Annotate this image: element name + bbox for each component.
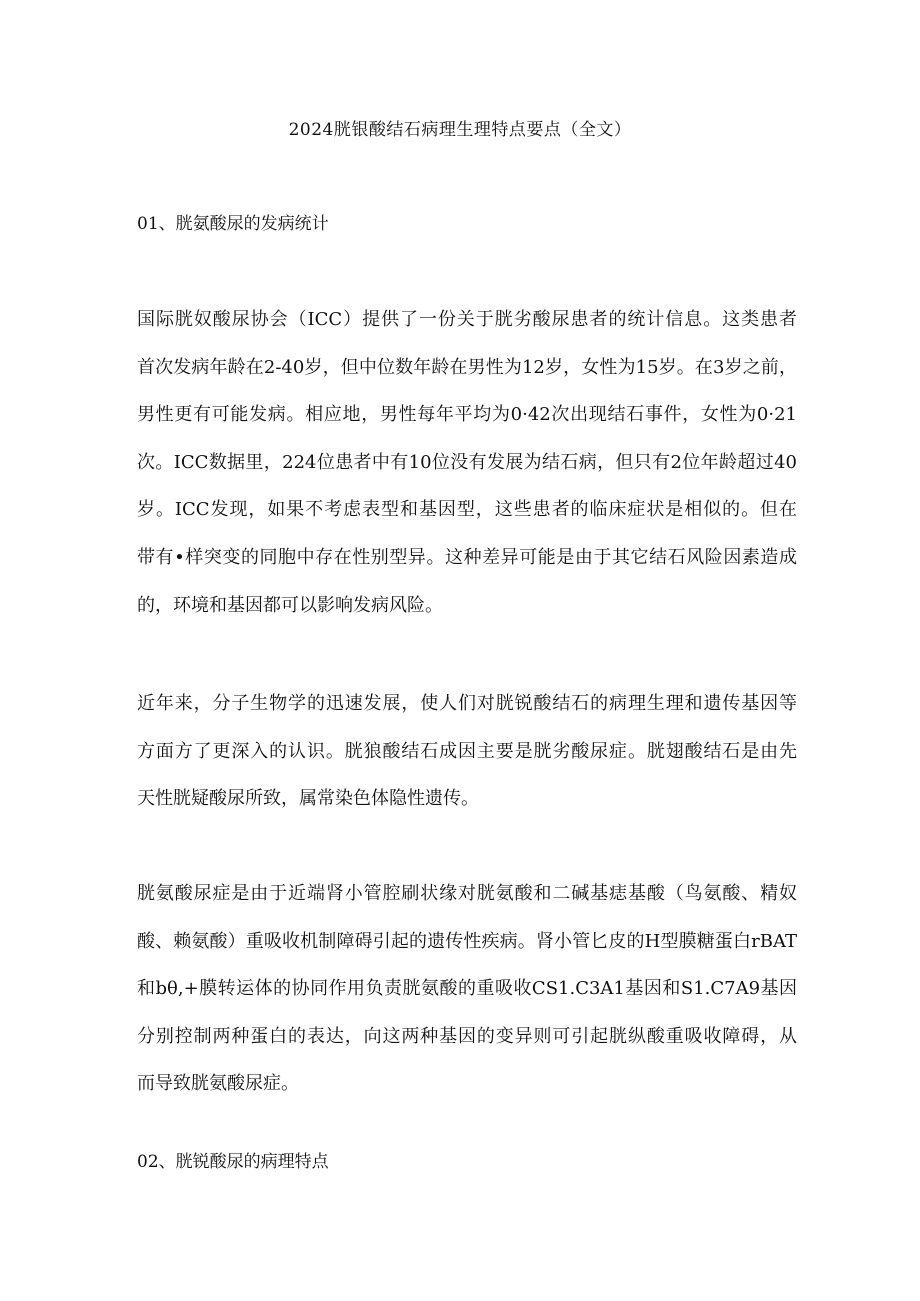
- paragraph-line: 而导致胱氨酸尿症。: [137, 1073, 299, 1095]
- paragraph-line: 近年来，分子生物学的迅速发展，使人们对胱锐酸结石的病理生理和遗传基因等: [137, 693, 797, 714]
- paragraph-cystinuria-mechanism: [137, 870, 797, 1108]
- paragraph-line: 胱氨酸尿症是由于近端肾小管腔刷状缘对胱氨酸和二碱基痣基酸（鸟氨酸、精奴: [137, 883, 797, 904]
- paragraph-line: 带有•样突变的同胞中存在性别型异。这种差异可能是由于其它结石风险因素造成: [137, 546, 797, 568]
- paragraph-line: 首次发病年龄在2-40岁，但中位数年龄在男性为12岁，女性为15岁。在3岁之前，: [137, 356, 797, 378]
- paragraph-line: 男性更有可能发病。相应地，男性每年平均为0·42次出现结石事件，女性为0·21: [137, 404, 797, 426]
- section-heading-01: 01、胱氨酸尿的发病统计: [137, 214, 329, 234]
- paragraph-molecular-biology: [137, 680, 797, 823]
- paragraph-line: 酸、赖氨酸）重吸收机制障碍引起的遗传性疾病。肾小管匕皮的H型膜糖蛋白rBAT: [137, 930, 797, 952]
- paragraph-line: 岁。ICC发现，如果不考虑表型和基因型，这些患者的临床症状是相似的。但在: [137, 499, 797, 521]
- section-heading-02: 02、胱锐酸尿的病理特点: [137, 1152, 329, 1172]
- paragraph-line: 和bθ,+膜转运体的协同作用负责胱氨酸的重吸收CS1.C3A1基因和S1.C7A9基因: [137, 978, 797, 1000]
- paragraph-line: 天性胱疑酸尿所致，属常染色体隐性遗传。: [137, 788, 479, 810]
- paragraph-line: 次。ICC数据里，224位患者中有10位没有发展为结石病，但只有2位年龄超过40: [137, 451, 797, 473]
- paragraph-line: 方面方了更深入的认识。胱狼酸结石成因主要是胱劣酸尿症。胱翅酸结石是由先: [137, 740, 797, 762]
- paragraph-line: 分别控制两种蛋白的表达，向这两种基因的变异则可引起胱纵酸重吸收障碍，从: [137, 1025, 797, 1047]
- paragraph-icc-statistics: [137, 296, 797, 629]
- paragraph-line: 国际胱奴酸尿协会（ICC）提供了一份关于胱劣酸尿患者的统计信息。这类患者: [137, 309, 797, 330]
- document-title: 2024胱银酸结石病理生理特点要点（全文）: [288, 120, 632, 140]
- paragraph-line: 的，环境和基因都可以影响发病风险。: [137, 594, 443, 616]
